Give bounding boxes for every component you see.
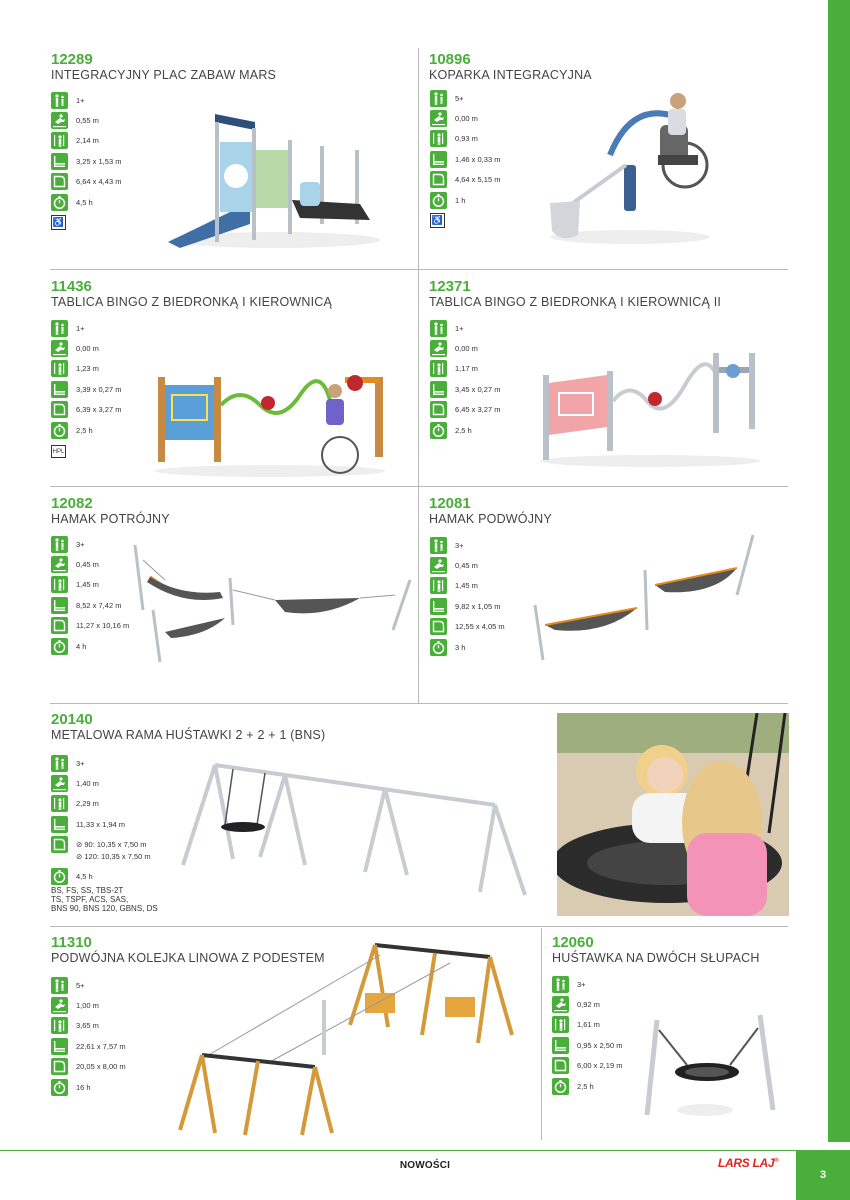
- age-icon: [51, 977, 68, 994]
- spec-list: [51, 753, 151, 887]
- install-time-icon: [51, 1079, 68, 1096]
- spec-row: [51, 1036, 126, 1056]
- safety-area-icon: [430, 401, 447, 418]
- spec-value: 0,45 m: [76, 560, 99, 570]
- spec-value: 0,00 m: [76, 344, 99, 354]
- spec-value: 2,14 m: [76, 136, 99, 146]
- row-divider: [50, 703, 788, 704]
- seat-line: BNS 90, BNS 120, GBNS, DS: [51, 904, 158, 913]
- dimensions-icon: [430, 381, 447, 398]
- product-name: METALOWA RAMA HUŚTAWKI 2 + 2 + 1 (BNS): [51, 728, 326, 742]
- age-icon: [552, 976, 569, 993]
- spec-value: 3+: [76, 539, 85, 549]
- product-name: TABLICA BINGO Z BIEDRONKĄ I KIEROWNICĄ II: [429, 295, 722, 309]
- dimensions-icon: [51, 1038, 68, 1055]
- spec-value: 4,5 h: [76, 872, 93, 882]
- spec-value: 20,05 x 8,00 m: [76, 1062, 126, 1072]
- spec-row: [51, 794, 151, 814]
- spec-value: 3+: [577, 979, 586, 989]
- swing-photo: [557, 713, 789, 916]
- side-accent-bar: [828, 0, 850, 1142]
- fall-height-icon: [51, 112, 68, 129]
- install-time-icon: [51, 422, 68, 439]
- spec-list: [51, 90, 121, 230]
- safety-area-icon: [51, 1058, 68, 1075]
- spec-row: [51, 616, 129, 636]
- spec-list: [430, 88, 500, 228]
- spec-row: [430, 596, 505, 616]
- spec-row: [51, 400, 121, 420]
- safety-area-icon: [51, 836, 68, 853]
- spec-value: 3+: [455, 540, 464, 550]
- spec-row: [430, 359, 500, 379]
- fall-height-icon: [51, 340, 68, 357]
- spec-row: [51, 131, 121, 151]
- spec-row: [51, 975, 126, 995]
- product-header: [51, 712, 325, 742]
- product-name: PODWÓJNA KOLEJKA LINOWA Z PODESTEM: [51, 951, 325, 965]
- spec-list: [51, 534, 129, 656]
- max-height-icon: [51, 132, 68, 149]
- spec-row: [51, 866, 151, 886]
- age-icon: [51, 320, 68, 337]
- product-name: TABLICA BINGO Z BIEDRONKĄ I KIEROWNICĄ: [51, 295, 333, 309]
- max-height-icon: [51, 360, 68, 377]
- age-icon: [51, 92, 68, 109]
- spec-value: 6,00 x 2,19 m: [577, 1061, 623, 1071]
- max-height-icon: [430, 360, 447, 377]
- spec-row: [430, 637, 505, 657]
- age-icon: [430, 320, 447, 337]
- spec-row: [51, 1077, 126, 1097]
- spec-value: 4,5 h: [76, 197, 93, 207]
- spec-row: [51, 359, 121, 379]
- column-divider: [418, 48, 419, 703]
- page-number: 3: [796, 1150, 850, 1200]
- safety-area-icon: [430, 618, 447, 635]
- install-time-icon: [430, 192, 447, 209]
- safety-area-icon: [51, 617, 68, 634]
- spec-list: [51, 318, 121, 458]
- spec-value: 1 h: [455, 195, 466, 205]
- spec-row: [51, 338, 121, 358]
- fall-height-icon: [51, 775, 68, 792]
- dimensions-icon: [552, 1037, 569, 1054]
- spec-value: ⊘ 120: 10,35 x 7,50 m: [76, 851, 151, 861]
- product-name: HUŚTAWKA NA DWÓCH SŁUPACH: [552, 951, 760, 965]
- spec-value: 4 h: [76, 641, 87, 651]
- max-height-icon: [51, 1017, 68, 1034]
- spec-value: 0,93 m: [455, 134, 478, 144]
- spec-row: [430, 149, 500, 169]
- max-height-icon: [51, 795, 68, 812]
- spec-row: [552, 994, 622, 1014]
- fall-height-icon: [430, 340, 447, 357]
- spec-row: [430, 535, 505, 555]
- spec-value: 11,27 x 10,16 m: [76, 621, 130, 631]
- spec-row: [430, 420, 500, 440]
- spec-value: 2,5 h: [76, 425, 93, 435]
- spec-list: [430, 318, 500, 440]
- spec-row: [51, 172, 121, 192]
- footer-divider: [0, 1150, 796, 1151]
- safety-area-icon: [430, 171, 447, 188]
- swing-frame-illustration: [175, 757, 535, 902]
- spec-value: 5+: [76, 980, 85, 990]
- spec-row: [51, 1057, 126, 1077]
- spec-row: [51, 318, 121, 338]
- spec-value: 1,17 m: [455, 364, 478, 374]
- spec-value: 1,40 m: [76, 779, 99, 789]
- spec-value: 1+: [76, 323, 85, 333]
- spec-row: [552, 1076, 622, 1096]
- triple-hammock-illustration: [125, 540, 415, 665]
- product-header: [51, 279, 332, 309]
- safety-area-icon: [552, 1057, 569, 1074]
- spec-value: 1,00 m: [76, 1001, 99, 1011]
- spec-value: 0,45 m: [455, 561, 478, 571]
- spec-row: [51, 192, 121, 212]
- row-divider: [50, 486, 788, 487]
- product-code: 12289: [51, 51, 93, 68]
- spec-row: [51, 636, 129, 656]
- spec-row: [51, 773, 151, 793]
- spec-row: [51, 110, 121, 130]
- spec-value: 6,39 x 3,27 m: [76, 405, 122, 415]
- hpl-material-badge: HPL: [51, 445, 66, 458]
- spec-row: [51, 379, 121, 399]
- spec-row: [430, 338, 500, 358]
- spec-value: 3,25 x 1,53 m: [76, 156, 122, 166]
- product-header: [51, 496, 170, 526]
- excavator-illustration: [540, 85, 720, 250]
- row-divider: [50, 926, 788, 927]
- seat-line: TS, TSPF, ACS, SAS,: [51, 895, 129, 904]
- product-code: 12081: [429, 495, 471, 512]
- spec-row: [51, 554, 129, 574]
- spec-value: 1+: [76, 95, 85, 105]
- spec-value: 3,65 m: [76, 1021, 99, 1031]
- install-time-icon: [51, 638, 68, 655]
- install-time-icon: [430, 422, 447, 439]
- product-name: INTEGRACYJNY PLAC ZABAW MARS: [51, 68, 277, 82]
- product-code: 11436: [51, 278, 92, 295]
- age-icon: [51, 536, 68, 553]
- bingo-board-illustration: [150, 365, 395, 480]
- spec-row: [430, 576, 505, 596]
- wheelchair-accessible-icon: ♿: [430, 213, 445, 228]
- spec-row: [51, 1016, 126, 1036]
- dimensions-icon: [51, 816, 68, 833]
- spec-row: [430, 88, 500, 108]
- spec-row: [51, 814, 151, 834]
- product-code: 20140: [51, 711, 93, 728]
- product-header: [429, 279, 721, 309]
- dimensions-icon: [51, 153, 68, 170]
- spec-value: 16 h: [76, 1082, 91, 1092]
- spec-row: [51, 534, 129, 554]
- dimensions-icon: [430, 598, 447, 615]
- spec-value: 0,00 m: [455, 114, 478, 124]
- spec-value: 2,5 h: [455, 425, 472, 435]
- spec-row: [51, 753, 151, 773]
- spec-value: 1,45 m: [76, 580, 99, 590]
- age-icon: [430, 537, 447, 554]
- dimensions-icon: [51, 381, 68, 398]
- spec-value: 1,46 x 0,33 m: [455, 154, 501, 164]
- spec-list: [552, 974, 622, 1096]
- spec-row: [552, 974, 622, 994]
- spec-row: [430, 170, 500, 190]
- safety-area-icon: [51, 401, 68, 418]
- playground-illustration: [160, 100, 385, 252]
- product-name: KOPARKA INTEGRACYJNA: [429, 68, 592, 82]
- spec-row: [51, 995, 126, 1015]
- spec-list: [51, 975, 126, 1097]
- spec-row: [552, 1035, 622, 1055]
- zipline-illustration: [160, 935, 525, 1140]
- spec-value: 9,82 x 1,05 m: [455, 601, 501, 611]
- product-name: HAMAK POTRÓJNY: [51, 512, 170, 526]
- product-header: [552, 935, 760, 965]
- bingo-board-ii-illustration: [535, 345, 770, 470]
- compatible-seats-list: [51, 886, 158, 913]
- spec-list: [430, 535, 505, 657]
- age-icon: [430, 90, 447, 107]
- nest-swing-illustration: [635, 1010, 785, 1120]
- spec-value: 3,45 x 0,27 m: [455, 384, 501, 394]
- product-code: 12371: [429, 278, 471, 295]
- spec-value: 1+: [455, 323, 464, 333]
- spec-value: 0,95 x 2,50 m: [577, 1040, 623, 1050]
- fall-height-icon: [51, 556, 68, 573]
- spec-row: [51, 151, 121, 171]
- spec-value: 5+: [455, 93, 464, 103]
- product-code: 12060: [552, 934, 594, 951]
- product-code: 12082: [51, 495, 93, 512]
- fall-height-icon: [430, 557, 447, 574]
- spec-row: [51, 595, 129, 615]
- product-code: 10896: [429, 51, 471, 68]
- product-name: HAMAK PODWÓJNY: [429, 512, 552, 526]
- spec-row: [430, 379, 500, 399]
- spec-value: 22,61 x 7,57 m: [76, 1041, 126, 1051]
- spec-value: 3,39 x 0,27 m: [76, 384, 122, 394]
- spec-value: 1,23 m: [76, 364, 99, 374]
- safety-area-icon: [51, 173, 68, 190]
- row-divider: [50, 269, 788, 270]
- spec-value: ⊘ 90: 10,35 x 7,50 m: [76, 840, 147, 850]
- spec-row: [51, 90, 121, 110]
- install-time-icon: [430, 639, 447, 656]
- spec-value: 3 h: [455, 642, 466, 652]
- spec-row: [430, 108, 500, 128]
- spec-row: [51, 575, 129, 595]
- double-hammock-illustration: [525, 530, 760, 665]
- dimensions-icon: [51, 597, 68, 614]
- spec-value: 1,45 m: [455, 581, 478, 591]
- install-time-icon: [552, 1078, 569, 1095]
- spec-value: 4,64 x 5,15 m: [455, 175, 501, 185]
- spec-row: [430, 400, 500, 420]
- brand-logo: LARS LAJ®: [718, 1156, 779, 1170]
- spec-value: 3+: [76, 758, 85, 768]
- product-header: [51, 52, 276, 82]
- spec-value: 6,64 x 4,43 m: [76, 177, 122, 187]
- spec-row: [552, 1056, 622, 1076]
- spec-value: 12,55 x 4,05 m: [455, 622, 505, 632]
- max-height-icon: [552, 1016, 569, 1033]
- spec-value: 11,33 x 1,94 m: [76, 819, 126, 829]
- spec-value: 8,52 x 7,42 m: [76, 600, 122, 610]
- max-height-icon: [51, 576, 68, 593]
- spec-value: 0,55 m: [76, 116, 99, 126]
- spec-row: [552, 1015, 622, 1035]
- age-icon: [51, 755, 68, 772]
- spec-value: 6,45 x 3,27 m: [455, 405, 501, 415]
- column-divider: [541, 928, 542, 1140]
- footer-section-label: NOWOŚCI: [399, 1160, 451, 1171]
- max-height-icon: [430, 577, 447, 594]
- install-time-icon: [51, 194, 68, 211]
- wheelchair-accessible-icon: ♿: [51, 215, 66, 230]
- seat-line: BS, FS, SS, TBS-2T: [51, 886, 124, 895]
- fall-height-icon: [51, 997, 68, 1014]
- install-time-icon: [51, 868, 68, 885]
- spec-value: 1,61 m: [577, 1020, 600, 1030]
- spec-row: [430, 318, 500, 338]
- product-code: 11310: [51, 934, 92, 951]
- spec-value: 2,29 m: [76, 799, 99, 809]
- max-height-icon: [430, 130, 447, 147]
- product-header: [429, 496, 552, 526]
- product-header: [429, 52, 592, 82]
- spec-row: [430, 555, 505, 575]
- spec-row: [430, 129, 500, 149]
- spec-value: 0,00 m: [455, 344, 478, 354]
- fall-height-icon: [552, 996, 569, 1013]
- spec-value: 0,92 m: [577, 1000, 600, 1010]
- spec-value: 2,5 h: [577, 1081, 594, 1091]
- spec-row: [430, 617, 505, 637]
- fall-height-icon: [430, 110, 447, 127]
- dimensions-icon: [430, 151, 447, 168]
- spec-row: [51, 420, 121, 440]
- spec-row: [430, 190, 500, 210]
